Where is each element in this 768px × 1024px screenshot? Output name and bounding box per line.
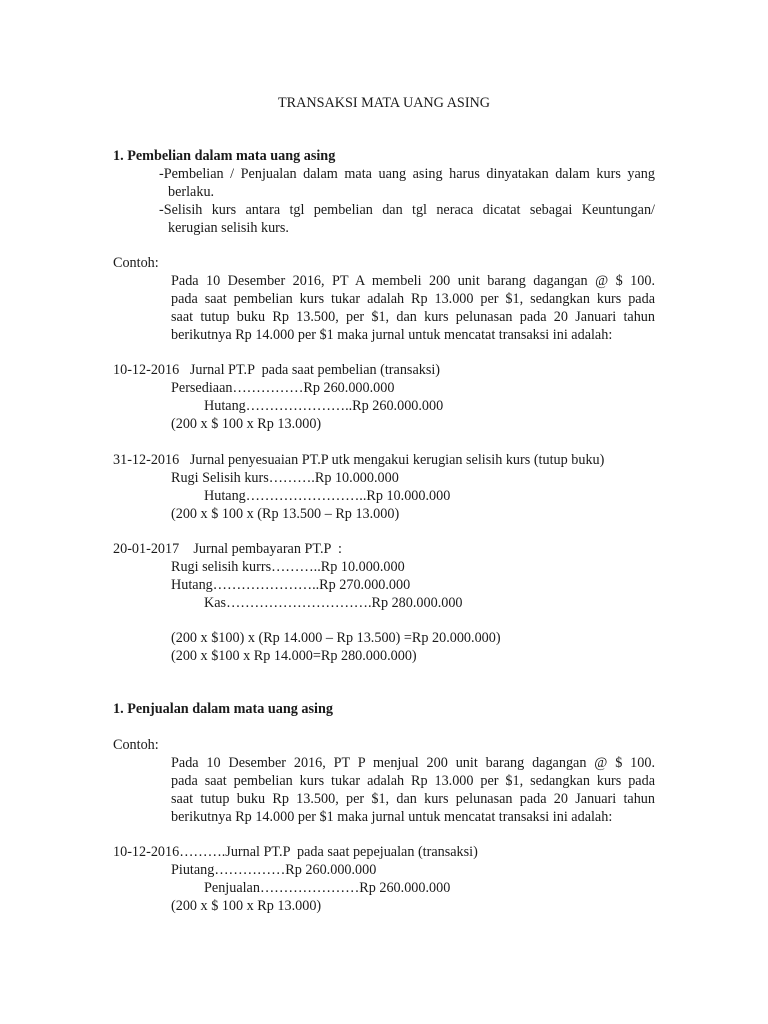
- journal-entry-header: 31-12-2016 Jurnal penyesuaian PT.P utk mengakui kerugian selisih kurs (tutup buku): [113, 452, 605, 468]
- section1-contoh-line: berikutnya Rp 14.000 per $1 maka jurnal untuk mencatat transaksi ini adalah:: [171, 327, 613, 343]
- section1-contoh-line: pada saat pembelian kurs tukar adalah Rp 13.000 per $1, sedangkan kurs pada: [171, 291, 655, 307]
- section2-contoh-label: Contoh:: [113, 737, 159, 753]
- journal-entry-header: 20-01-2017 Jurnal pembayaran PT.P :: [113, 541, 342, 557]
- journal-calculation: (200 x $100) x (Rp 14.000 – Rp 13.500) =Rp 20.000.000): [171, 630, 501, 646]
- journal-debit-line: Hutang…………………..Rp 270.000.000: [171, 577, 411, 593]
- journal-entry-header: 10-12-2016……….Jurnal PT.P pada saat pepejualan (transaksi): [113, 844, 478, 860]
- journal-calculation: (200 x $ 100 x (Rp 13.500 – Rp 13.000): [171, 506, 400, 522]
- journal-credit-line: Hutang…………………..Rp 260.000.000: [204, 398, 444, 414]
- section1-point1-line2: berlaku.: [168, 184, 215, 200]
- journal-debit-line: Piutang……………Rp 260.000.000: [171, 862, 377, 878]
- section1-contoh-label: Contoh:: [113, 255, 159, 271]
- journal-calculation: (200 x $ 100 x Rp 13.000): [171, 416, 322, 432]
- section1-contoh-line: saat tutup buku Rp 13.500, per $1, dan kurs pelunasan pada 20 Januari tahun: [171, 309, 655, 325]
- journal-debit-line: Rugi selisih kurrs………..Rp 10.000.000: [171, 559, 405, 575]
- page-title: TRANSAKSI MATA UANG ASING: [277, 95, 491, 111]
- journal-debit-line: Rugi Selisih kurs……….Rp 10.000.000: [171, 470, 399, 486]
- section2-contoh-line: pada saat pembelian kurs tukar adalah Rp 13.000 per $1, sedangkan kurs pada: [171, 773, 655, 789]
- section1-point2-line2: kerugian selisih kurs.: [168, 220, 289, 236]
- section1-contoh-line: Pada 10 Desember 2016, PT A membeli 200 unit barang dagangan @ $ 100.: [171, 273, 655, 289]
- section2-contoh-line: saat tutup buku Rp 13.500, per $1, dan kurs pelunasan pada 20 Januari tahun: [171, 791, 655, 807]
- section1-heading: 1. Pembelian dalam mata uang asing: [113, 148, 336, 164]
- section1-point1-line1: -Pembelian / Penjualan dalam mata uang asing harus dinyatakan dalam kurs yang: [159, 166, 655, 182]
- section2-contoh-line: berikutnya Rp 14.000 per $1 maka jurnal untuk mencatat transaksi ini adalah:: [171, 809, 613, 825]
- journal-calculation: (200 x $ 100 x Rp 13.000): [171, 898, 322, 914]
- journal-credit-line: Penjualan…………………Rp 260.000.000: [204, 880, 451, 896]
- journal-calculation: (200 x $100 x Rp 14.000=Rp 280.000.000): [171, 648, 417, 664]
- journal-entry-header: 10-12-2016 Jurnal PT.P pada saat pembelian (transaksi): [113, 362, 441, 378]
- journal-debit-line: Persediaan……………Rp 260.000.000: [171, 380, 395, 396]
- journal-credit-line: Kas………………………….Rp 280.000.000: [204, 595, 463, 611]
- section1-point2-line1: -Selisih kurs antara tgl pembelian dan tgl neraca dicatat sebagai Keuntungan/: [159, 202, 655, 218]
- section2-contoh-line: Pada 10 Desember 2016, PT P menjual 200 unit barang dagangan @ $ 100.: [171, 755, 655, 771]
- section2-heading: 1. Penjualan dalam mata uang asing: [113, 701, 333, 717]
- journal-credit-line: Hutang……………………..Rp 10.000.000: [204, 488, 451, 504]
